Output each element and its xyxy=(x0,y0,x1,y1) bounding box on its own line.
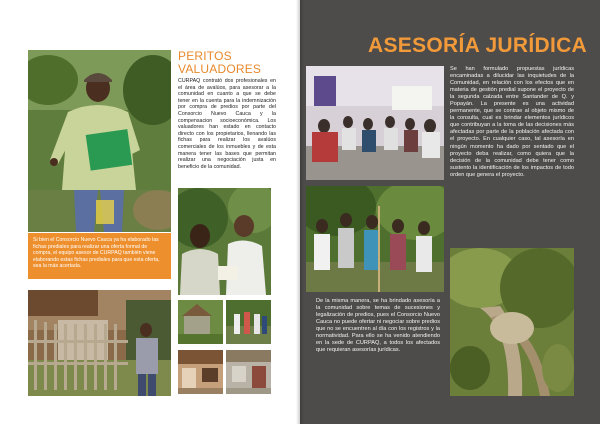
asesoria-title: ASESORÍA JURÍDICA xyxy=(368,34,588,57)
asesoria-body-bottom: De la misma manera, se ha brindado asesoría a la comunidad sobre temas de sucesiones y legalización de predios, pues el Consorcio Nuevo Cauca no puede ofertar ni negociar sobre predios que no se encuentren al día con los registros y la normatividad. Para ello se ha venido atendiendo en la sede de CURPAQ, a todos los afectados que requieran asesorías jurídicas. xyxy=(316,298,440,354)
peritos-body: CURPAQ contrató dos profesionales en el área de avalúos, para asesorar a la comunidad en cuanto a que se debe tener en la cuenta para la indemnización por compra de predios por parte del Consorcio Nuevo Cauca y la compensacion socioeconómica. Los valuadores han estado en contacto directo con los propietarios, llenando las fichas para realizar los avalúos comerciales de los inmuebles y de esta manera tener las bases que permitan realizar una negociación justa en beneficio de la comunidad. xyxy=(178,78,276,170)
photo-interview xyxy=(178,188,271,295)
peritos-title-line1: PERITOS xyxy=(178,49,232,63)
photo-group-outdoors xyxy=(306,186,444,292)
photo-small-house-1 xyxy=(178,300,223,344)
right-page xyxy=(300,0,600,424)
photo-small-group-1 xyxy=(226,300,271,344)
asesoria-body-top: Se han formulado propuestas jurídicas encaminadas a dilucidar las inquietudes de la Comunidad, en relación con los efectos que en materia de gestión predial supone el proyecto de la segunda calzada entre Santander de Q. y Popayán. La presente es una actividad permanente, que se contrae al objeto mismo de la consulta, cual es brindar elementos jurídicos que contribuyan a la toma de las decisiones más afectadas por parte de la población afectada con el proyecto. En cualquier caso, tal asesoría en ningún momento ha dado por sentado que el proyecto deba realizar, como quiera que la decisión de la comunidad debe tener como sustento la identificación de los impactos de todo orden que genera el proyecto. xyxy=(450,66,574,178)
peritos-title xyxy=(178,50,288,76)
photo-house-fence xyxy=(28,290,171,396)
callout-text: Si bien el Consorcio Nuevo Cauca ya ha elaborado las fichas prediales para realizar una oferta formal de compra, el equipo asesor de CURPAQ también viene elaborando estas fichas prediales para que esta oferta, sea la más acertada. xyxy=(33,237,160,270)
photo-small-house-2 xyxy=(178,350,223,394)
page-gutter-shadow xyxy=(296,0,304,424)
photo-small-house-3 xyxy=(226,350,271,394)
callout-box xyxy=(28,233,171,279)
peritos-title-line2: VALUADORES xyxy=(178,62,262,76)
photo-man-with-folder xyxy=(28,50,171,232)
photo-plants xyxy=(450,248,574,396)
photo-community-meeting xyxy=(306,66,444,180)
